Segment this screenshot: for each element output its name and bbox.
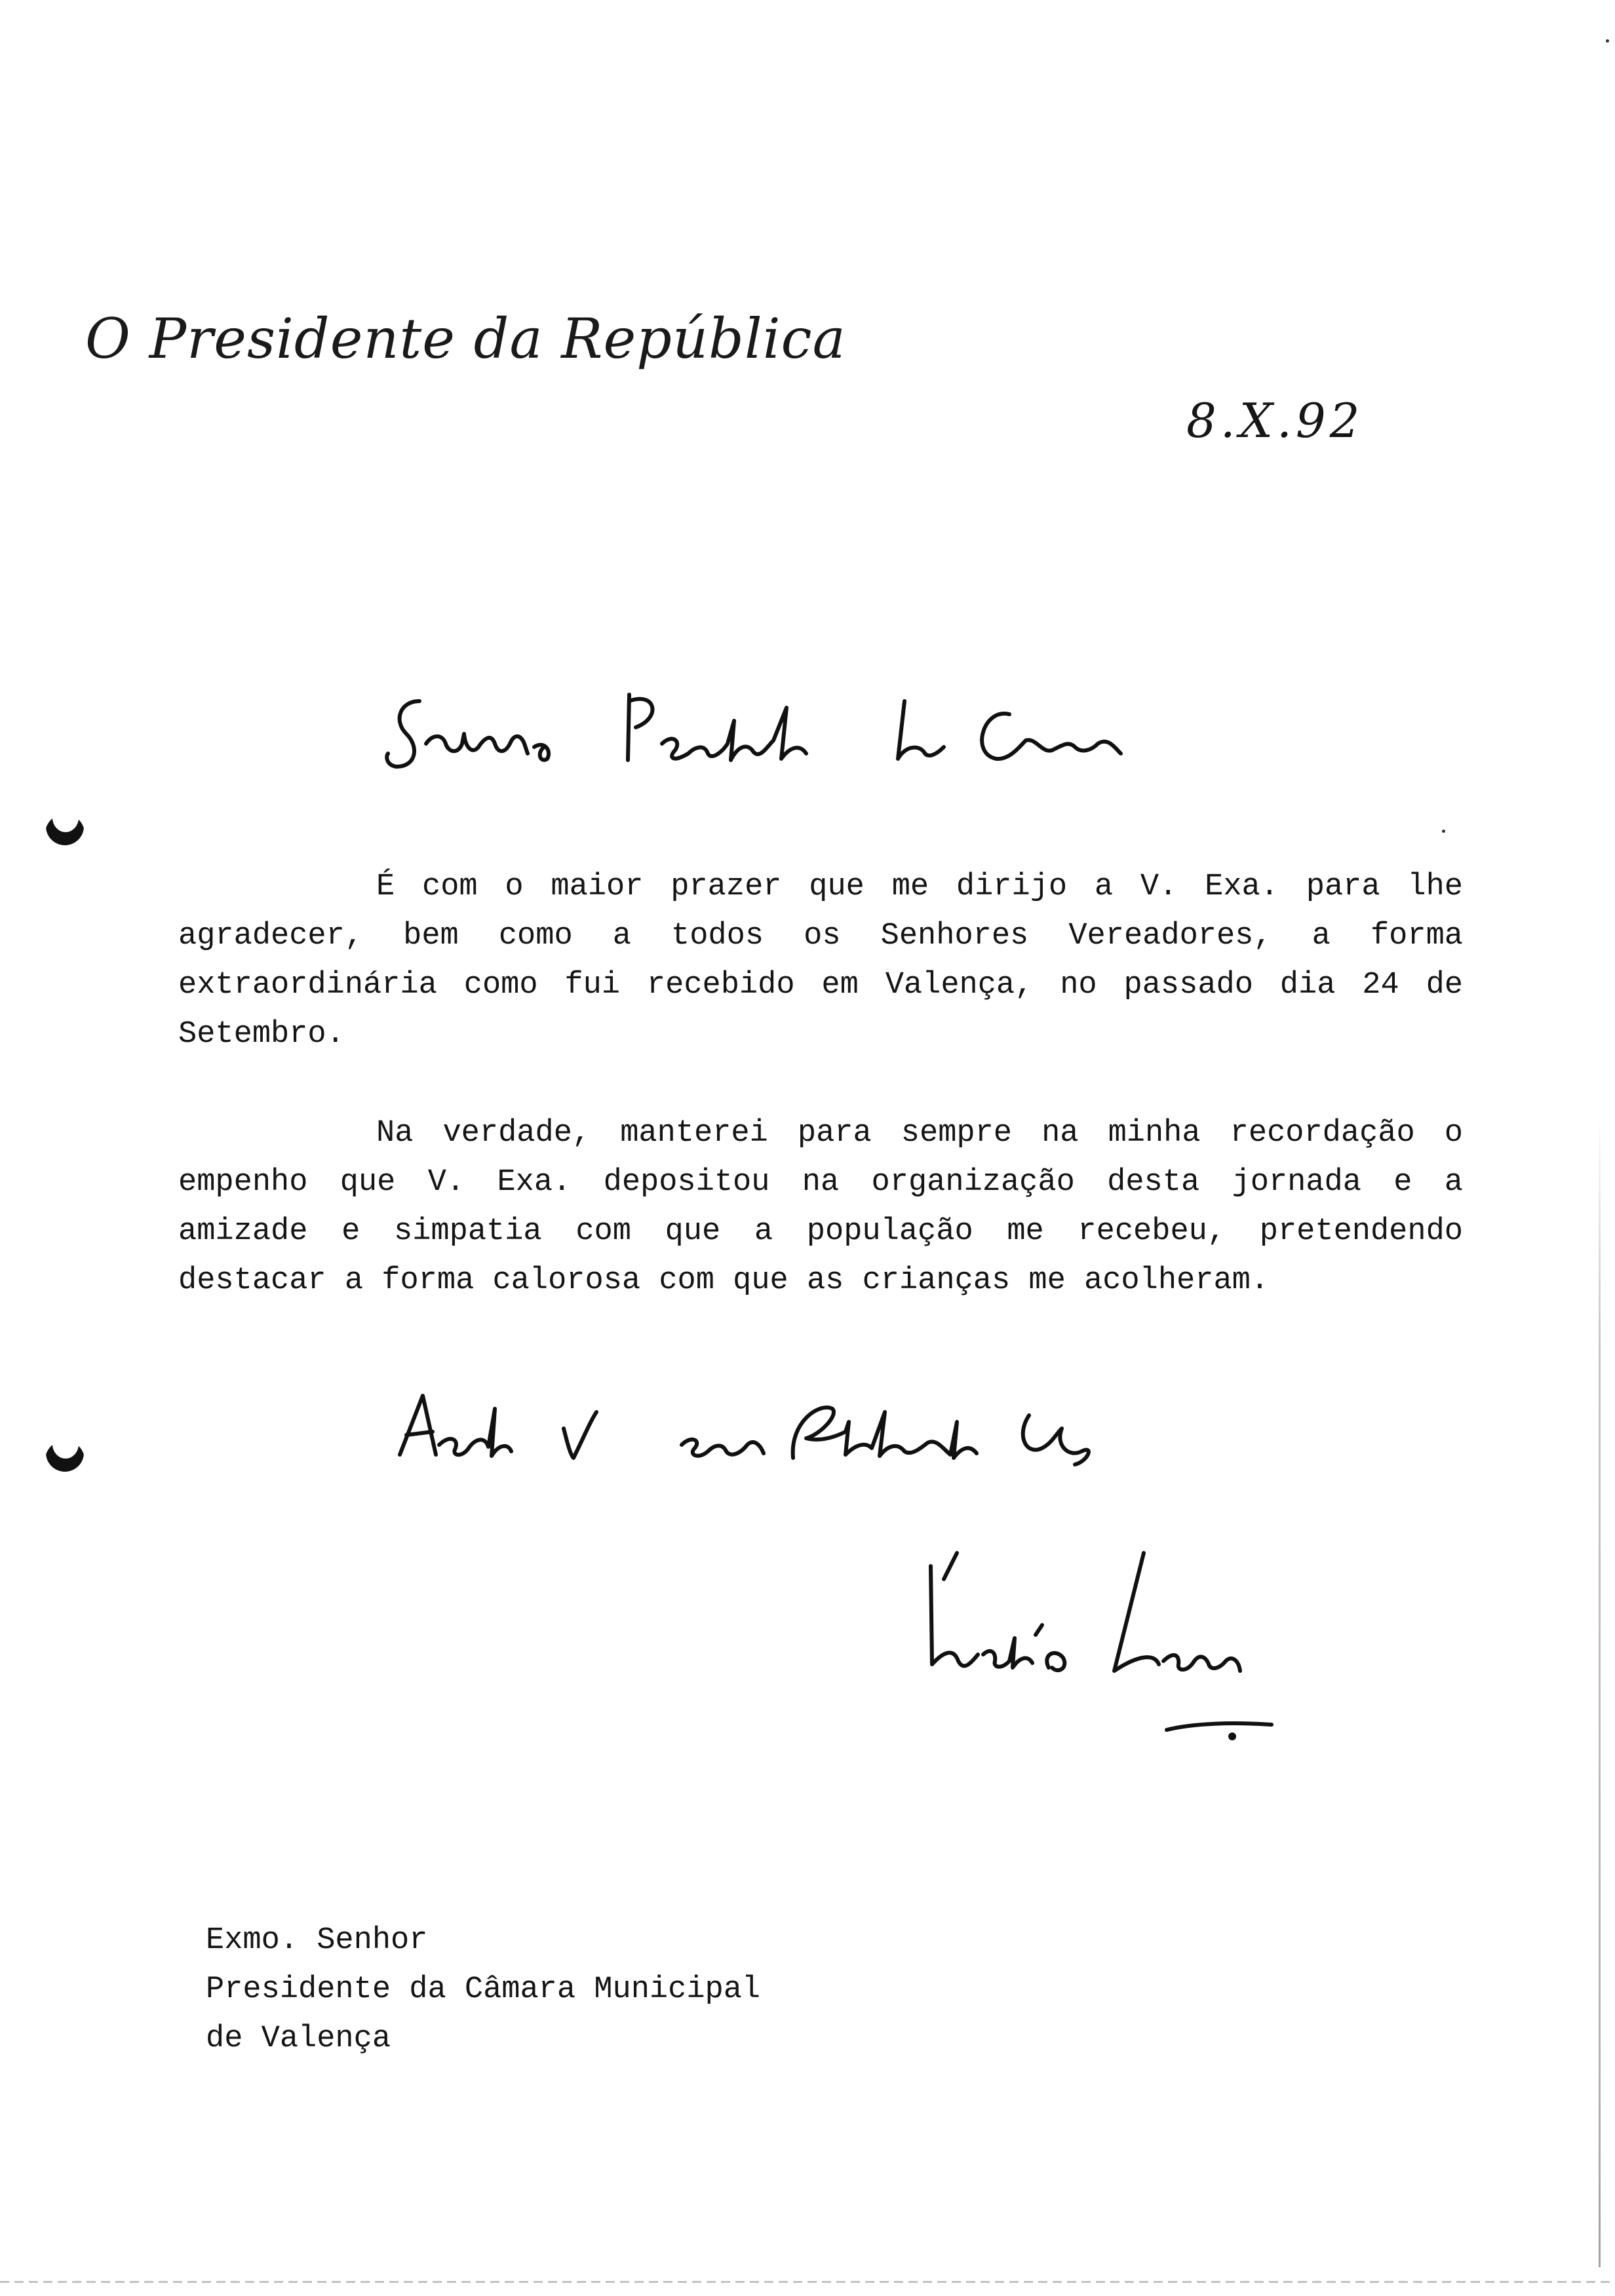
body-paragraph-1 [178, 862, 1463, 1059]
paragraph-text: É com o maior prazer que me dirijo a V. Exa. para lhe agradecer, bem como a todos os Senhores Vereadores, a forma extraordinária como fui recebido em Valença, no passado dia 24 de Setembro. [178, 870, 1463, 1052]
recipient-address [206, 1916, 760, 2063]
body-paragraph-2 [178, 1109, 1463, 1305]
scan-edge-bottom [0, 2281, 1615, 2283]
scan-speck [1442, 830, 1445, 833]
punch-hole-top [46, 807, 84, 845]
paragraph-text: Na verdade, manterei para sempre na minha recordação o empenho que V. Exa. depositou na organização desta jornada e a amizade e simpatia com que a população me recebeu, pretendendo destacar a forma calorosa com que as crianças me acolheram. [178, 1116, 1463, 1298]
letterhead-title: O Presidente da República [85, 307, 846, 371]
address-line: Presidente da Câmara Municipal [206, 1972, 761, 2007]
scan-speck [1606, 39, 1609, 43]
address-line: Exmo. Senhor [206, 1923, 428, 1958]
handwritten-salutation [380, 681, 1140, 780]
scan-edge-right [1599, 1114, 1601, 2267]
address-line: de Valença [206, 2021, 391, 2056]
punch-hole-bottom [46, 1434, 84, 1472]
handwritten-date: 8.X.92 [1186, 393, 1364, 448]
handwritten-closing [387, 1383, 1147, 1468]
handwritten-signature [918, 1540, 1285, 1736]
